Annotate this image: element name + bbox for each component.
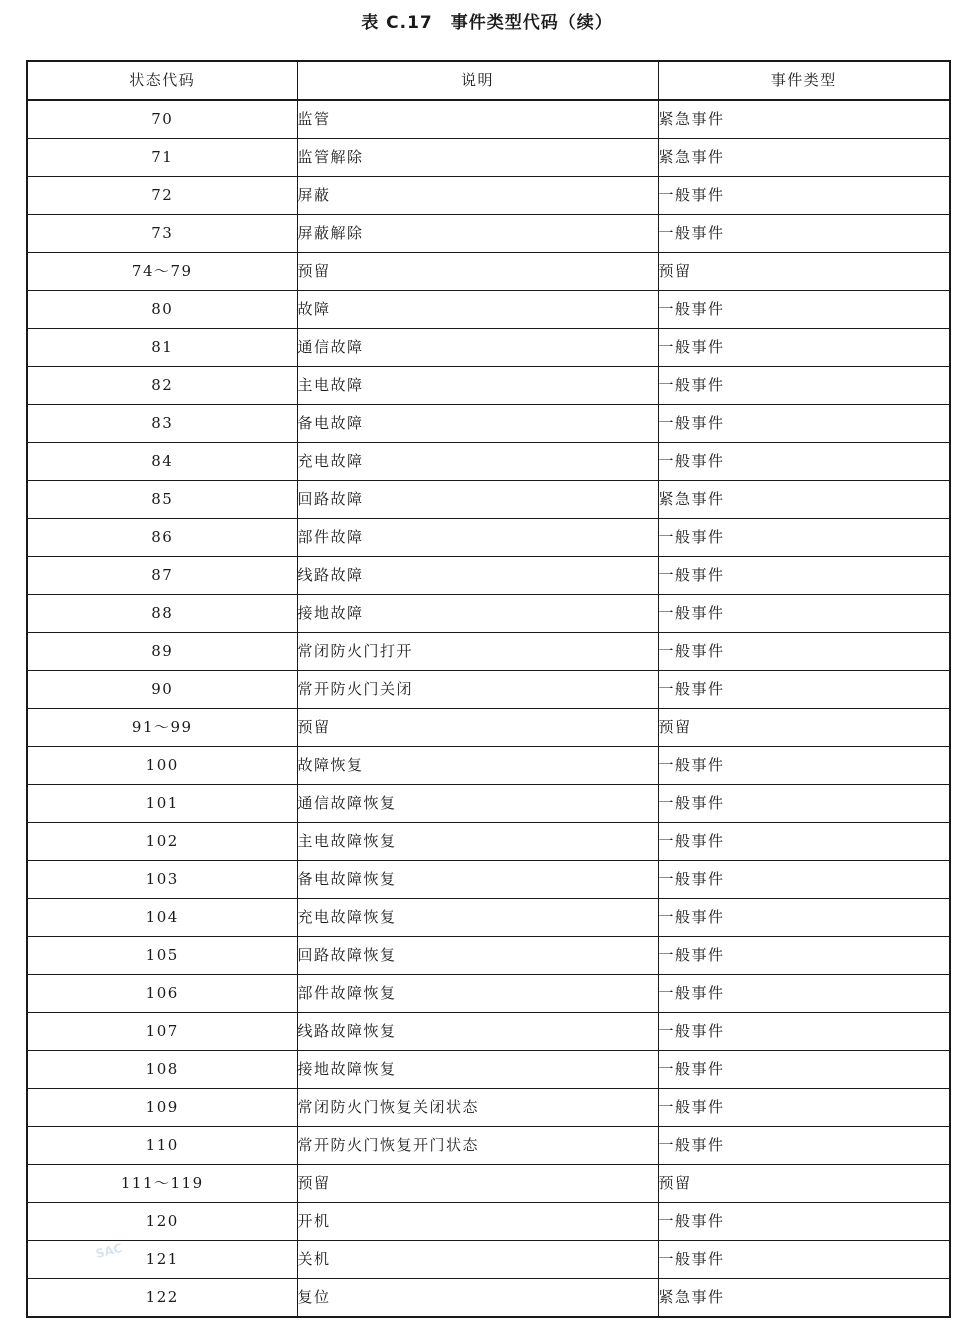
cell-event-type: 一般事件 [658, 785, 950, 823]
cell-status-code: 110 [27, 1127, 297, 1165]
table-row [27, 177, 950, 215]
cell-description: 回路故障 [297, 481, 658, 519]
cell-description: 常闭防火门打开 [297, 633, 658, 671]
cell-status-code: 102 [27, 823, 297, 861]
cell-status-code: 86 [27, 519, 297, 557]
table-body [27, 100, 950, 1317]
cell-description: 常闭防火门恢复关闭状态 [297, 1089, 658, 1127]
table-row [27, 253, 950, 291]
cell-description: 预留 [297, 253, 658, 291]
cell-status-code: 81 [27, 329, 297, 367]
table-row [27, 1165, 950, 1203]
table-row [27, 1013, 950, 1051]
cell-event-type: 紧急事件 [658, 1279, 950, 1318]
cell-event-type: 一般事件 [658, 823, 950, 861]
cell-event-type: 一般事件 [658, 861, 950, 899]
cell-description: 故障 [297, 291, 658, 329]
table-row [27, 557, 950, 595]
cell-event-type: 一般事件 [658, 595, 950, 633]
cell-event-type: 紧急事件 [658, 481, 950, 519]
table-row [27, 329, 950, 367]
cell-event-type: 一般事件 [658, 899, 950, 937]
cell-event-type: 一般事件 [658, 1203, 950, 1241]
table-row [27, 1203, 950, 1241]
cell-event-type: 一般事件 [658, 1013, 950, 1051]
cell-status-code: 105 [27, 937, 297, 975]
cell-status-code: 100 [27, 747, 297, 785]
cell-description: 线路故障 [297, 557, 658, 595]
cell-status-code: 120 [27, 1203, 297, 1241]
cell-status-code: 121 [27, 1241, 297, 1279]
cell-status-code: 82 [27, 367, 297, 405]
cell-description: 接地故障 [297, 595, 658, 633]
cell-status-code: 74～79 [27, 253, 297, 291]
sac-watermark-logo: SAC [94, 1240, 124, 1262]
cell-description: 备电故障 [297, 405, 658, 443]
table-row [27, 1089, 950, 1127]
cell-description: 监管 [297, 100, 658, 139]
cell-status-code: 104 [27, 899, 297, 937]
cell-event-type: 一般事件 [658, 405, 950, 443]
table-row [27, 481, 950, 519]
cell-status-code: 111～119 [27, 1165, 297, 1203]
cell-status-code: 107 [27, 1013, 297, 1051]
cell-status-code: 83 [27, 405, 297, 443]
cell-status-code: 87 [27, 557, 297, 595]
cell-event-type: 一般事件 [658, 937, 950, 975]
cell-status-code: 73 [27, 215, 297, 253]
cell-description: 回路故障恢复 [297, 937, 658, 975]
cell-description: 部件故障 [297, 519, 658, 557]
table-row [27, 1127, 950, 1165]
cell-event-type: 一般事件 [658, 671, 950, 709]
table-row [27, 595, 950, 633]
cell-description: 通信故障恢复 [297, 785, 658, 823]
cell-event-type: 一般事件 [658, 557, 950, 595]
cell-description: 屏蔽 [297, 177, 658, 215]
table-row [27, 519, 950, 557]
table-row [27, 899, 950, 937]
table-row [27, 139, 950, 177]
cell-event-type: 一般事件 [658, 1051, 950, 1089]
cell-description: 常开防火门关闭 [297, 671, 658, 709]
cell-event-type: 一般事件 [658, 367, 950, 405]
table-title: 表 C.17 事件类型代码（续） [361, 13, 613, 33]
cell-description: 屏蔽解除 [297, 215, 658, 253]
cell-event-type: 一般事件 [658, 443, 950, 481]
table-row [27, 443, 950, 481]
cell-event-type: 一般事件 [658, 519, 950, 557]
cell-description: 故障恢复 [297, 747, 658, 785]
cell-description: 部件故障恢复 [297, 975, 658, 1013]
cell-event-type: 预留 [658, 253, 950, 291]
cell-description: 复位 [297, 1279, 658, 1318]
cell-status-code: 70 [27, 100, 297, 139]
column-header-event-type: 事件类型 [658, 61, 950, 100]
table-row [27, 367, 950, 405]
table-header-row [27, 61, 950, 100]
table-row [27, 291, 950, 329]
cell-status-code: 89 [27, 633, 297, 671]
cell-status-code: 71 [27, 139, 297, 177]
cell-description: 充电故障 [297, 443, 658, 481]
table-row [27, 1241, 950, 1279]
cell-description: 监管解除 [297, 139, 658, 177]
cell-description: 通信故障 [297, 329, 658, 367]
cell-event-type: 预留 [658, 709, 950, 747]
cell-status-code: 108 [27, 1051, 297, 1089]
column-header-status-code: 状态代码 [27, 61, 297, 100]
cell-status-code: 90 [27, 671, 297, 709]
cell-description: 主电故障 [297, 367, 658, 405]
cell-description: 主电故障恢复 [297, 823, 658, 861]
cell-event-type: 紧急事件 [658, 100, 950, 139]
cell-description: 备电故障恢复 [297, 861, 658, 899]
event-type-code-table [26, 60, 951, 1318]
cell-description: 线路故障恢复 [297, 1013, 658, 1051]
cell-event-type: 一般事件 [658, 747, 950, 785]
cell-description: 关机 [297, 1241, 658, 1279]
cell-description: 开机 [297, 1203, 658, 1241]
cell-event-type: 一般事件 [658, 329, 950, 367]
cell-event-type: 紧急事件 [658, 139, 950, 177]
cell-event-type: 一般事件 [658, 291, 950, 329]
table-row [27, 709, 950, 747]
table-row [27, 747, 950, 785]
cell-status-code: 109 [27, 1089, 297, 1127]
table-row [27, 405, 950, 443]
table-row [27, 215, 950, 253]
table-row [27, 861, 950, 899]
cell-status-code: 122 [27, 1279, 297, 1318]
cell-status-code: 91～99 [27, 709, 297, 747]
cell-status-code: 84 [27, 443, 297, 481]
cell-description: 预留 [297, 1165, 658, 1203]
table-row [27, 633, 950, 671]
cell-status-code: 106 [27, 975, 297, 1013]
cell-description: 预留 [297, 709, 658, 747]
table-row [27, 671, 950, 709]
cell-description: 接地故障恢复 [297, 1051, 658, 1089]
cell-event-type: 一般事件 [658, 633, 950, 671]
cell-description: 常开防火门恢复开门状态 [297, 1127, 658, 1165]
table-row [27, 100, 950, 139]
cell-status-code: 72 [27, 177, 297, 215]
column-header-description: 说明 [297, 61, 658, 100]
cell-event-type: 一般事件 [658, 1089, 950, 1127]
cell-event-type: 一般事件 [658, 975, 950, 1013]
cell-status-code: 103 [27, 861, 297, 899]
cell-event-type: 一般事件 [658, 215, 950, 253]
cell-event-type: 一般事件 [658, 177, 950, 215]
table-row [27, 1051, 950, 1089]
table-row [27, 937, 950, 975]
cell-description: 充电故障恢复 [297, 899, 658, 937]
cell-event-type: 一般事件 [658, 1241, 950, 1279]
cell-event-type: 预留 [658, 1165, 950, 1203]
cell-status-code: 88 [27, 595, 297, 633]
table-row [27, 1279, 950, 1318]
cell-status-code: 85 [27, 481, 297, 519]
table-row [27, 975, 950, 1013]
cell-status-code: 80 [27, 291, 297, 329]
table-row [27, 823, 950, 861]
cell-event-type: 一般事件 [658, 1127, 950, 1165]
cell-status-code: 101 [27, 785, 297, 823]
table-row [27, 785, 950, 823]
